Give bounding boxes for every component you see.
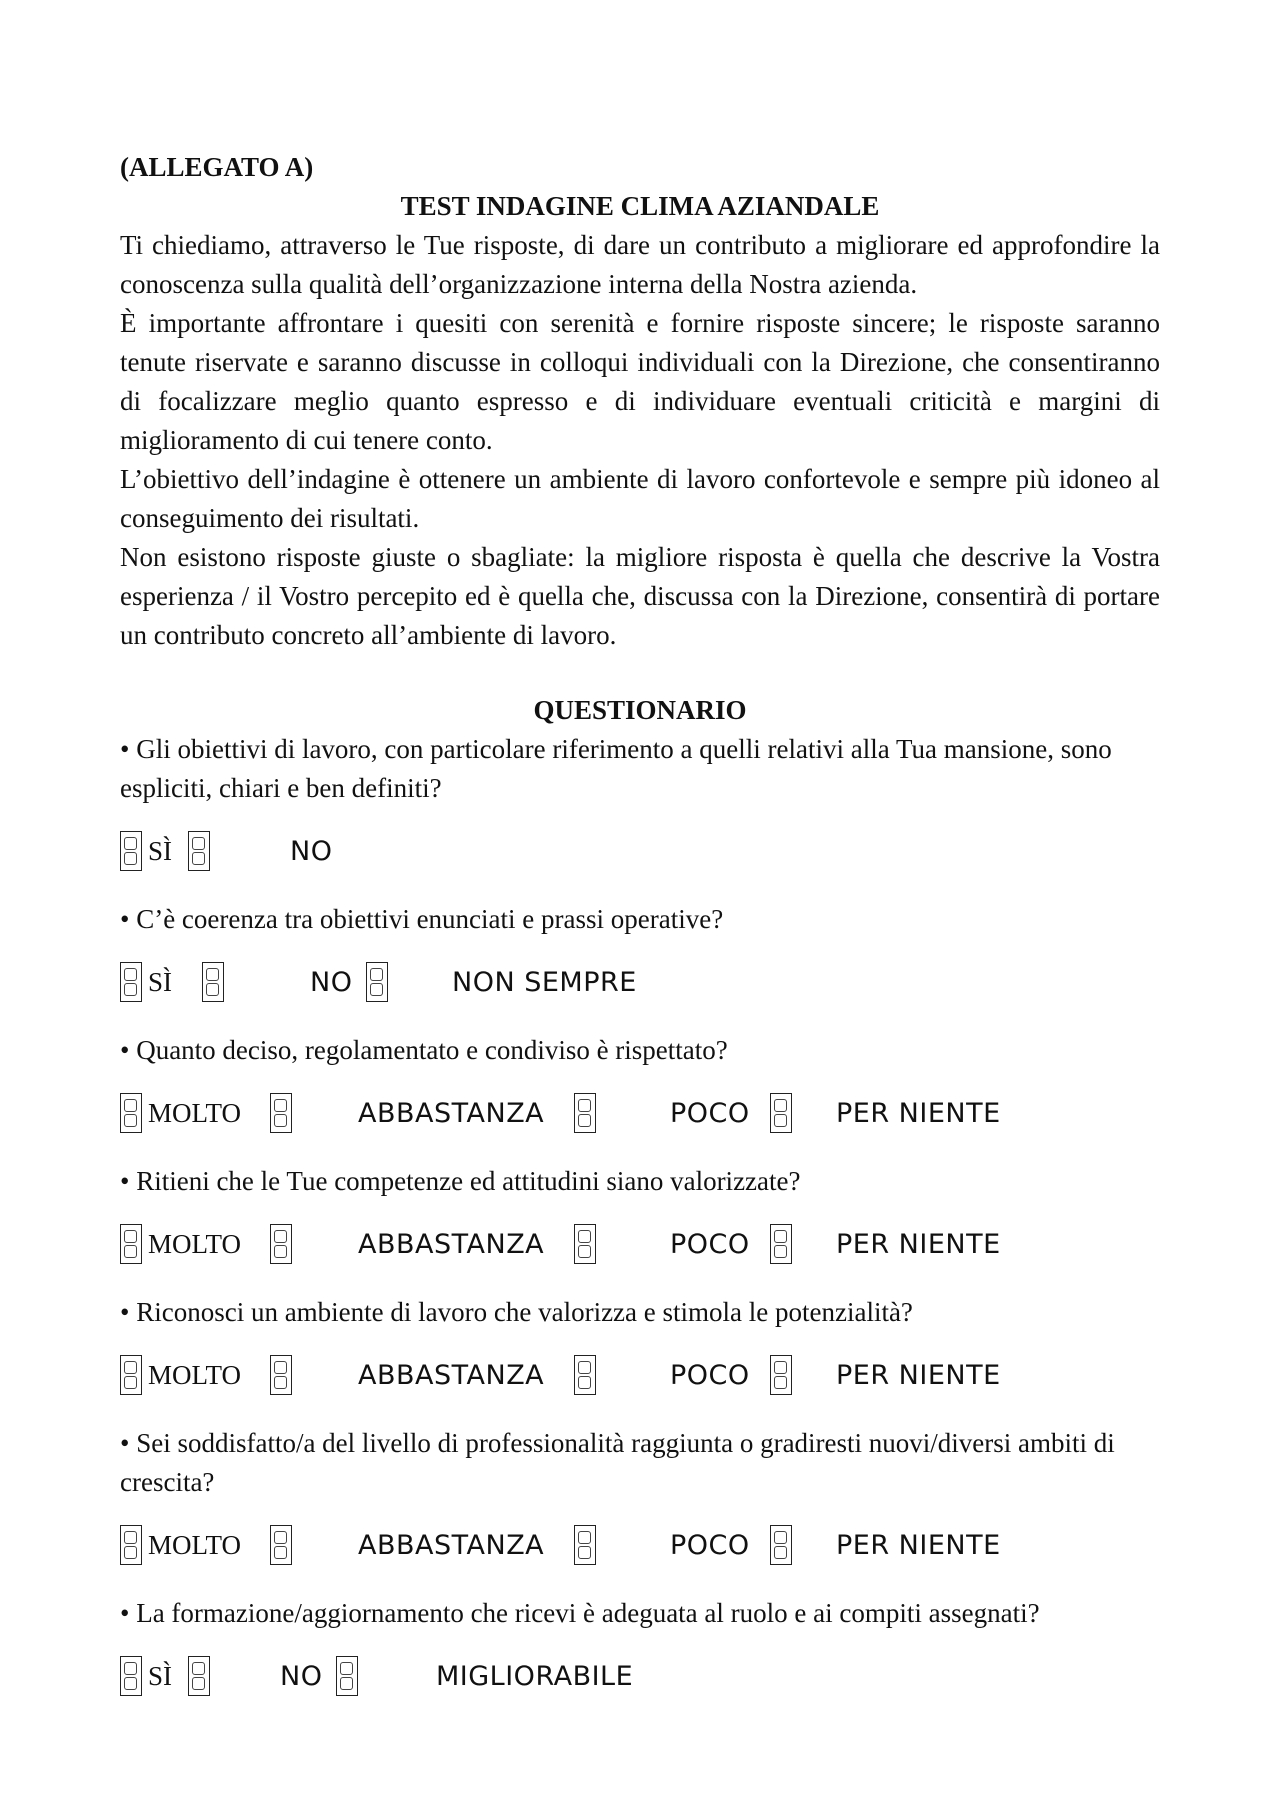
checkbox-icon[interactable]	[574, 1093, 596, 1133]
checkbox-icon[interactable]	[336, 1656, 358, 1696]
answer-row	[120, 1350, 1160, 1400]
option-poco-label	[670, 1350, 750, 1400]
option-no-label	[290, 826, 332, 876]
option-poco-label	[670, 1520, 750, 1570]
option-molto[interactable]	[120, 1520, 241, 1570]
option-label: NO	[280, 1660, 323, 1692]
option-molto[interactable]	[120, 1088, 241, 1138]
question-text: • Gli obiettivi di lavoro, con particolare riferimento a quelli relativi alla Tua mansione, sono espliciti, chiari e ben definiti?	[120, 734, 1112, 803]
checkbox-icon[interactable]	[574, 1355, 596, 1395]
checkbox-icon[interactable]	[188, 831, 210, 871]
document-page	[120, 148, 1160, 1725]
intro-paragraph: L’obiettivo dell’indagine è ottenere un ambiente di lavoro confortevole e sempre più idoneo al conseguimento dei risultati.	[120, 464, 1160, 533]
document-title: TEST INDAGINE CLIMA AZIANDALE	[400, 191, 880, 221]
intro-paragraph: Ti chiediamo, attraverso le Tue risposte, di dare un contributo a migliorare ed approfondire la conoscenza sulla qualità dell’organizzazione interna della Nostra azienda.	[120, 230, 1160, 299]
option-non-sempre-label	[452, 957, 637, 1007]
option-poco-label	[670, 1219, 750, 1269]
option-poco[interactable]	[574, 1520, 602, 1570]
option-no[interactable]	[188, 826, 216, 876]
option-label: MOLTO	[148, 1097, 242, 1128]
option-poco[interactable]	[574, 1088, 602, 1138]
option-label: NO	[290, 835, 333, 867]
intro-paragraph: È importante affrontare i quesiti con serenità e fornire risposte sincere; le risposte saranno tenute riservate e saranno discusse in colloqui individuali con la Direzione, che consentiranno di focalizzare meglio quanto espresso e di individuare eventuali criticità e margini di miglioramento di cui tenere conto.	[120, 308, 1160, 455]
questionnaire-title: QUESTIONARIO	[533, 695, 747, 725]
option-per-niente[interactable]	[770, 1088, 798, 1138]
option-label: ABBASTANZA	[358, 1529, 545, 1561]
option-per-niente-label	[836, 1088, 1001, 1138]
option-abbastanza[interactable]	[270, 1219, 298, 1269]
option-per-niente[interactable]	[770, 1219, 798, 1269]
option-migliorabile[interactable]	[336, 1651, 364, 1701]
answer-row	[120, 1088, 1160, 1138]
intro-paragraph: Non esistono risposte giuste o sbagliate: la migliore risposta è quella che descrive la Vostra esperienza / il Vostro percepito ed è quella che, discussa con la Direzione, consentirà di portare un contributo concreto all’ambiente di lavoro.	[120, 542, 1160, 650]
checkbox-icon[interactable]	[770, 1525, 792, 1565]
option-abbastanza-label	[358, 1350, 544, 1400]
checkbox-icon[interactable]	[120, 1525, 142, 1565]
checkbox-icon[interactable]	[270, 1093, 292, 1133]
checkbox-icon[interactable]	[270, 1525, 292, 1565]
option-abbastanza[interactable]	[270, 1350, 298, 1400]
option-label: MOLTO	[148, 1529, 242, 1560]
checkbox-icon[interactable]	[120, 1355, 142, 1395]
checkbox-icon[interactable]	[770, 1224, 792, 1264]
option-label: SÌ	[148, 835, 173, 866]
answer-row	[120, 826, 1160, 876]
option-abbastanza[interactable]	[270, 1520, 298, 1570]
checkbox-icon[interactable]	[120, 1224, 142, 1264]
checkbox-icon[interactable]	[120, 831, 142, 871]
option-label: POCO	[670, 1529, 750, 1561]
option-per-niente-label	[836, 1219, 1001, 1269]
option-label: SÌ	[148, 1660, 173, 1691]
answer-row	[120, 957, 1160, 1007]
option-poco[interactable]	[574, 1350, 602, 1400]
option-no-label	[280, 1651, 322, 1701]
option-label: SÌ	[148, 966, 173, 997]
option-si[interactable]	[120, 1651, 172, 1701]
option-label: POCO	[670, 1097, 750, 1129]
option-molto[interactable]	[120, 1350, 241, 1400]
checkbox-icon[interactable]	[120, 962, 142, 1002]
option-per-niente[interactable]	[770, 1520, 798, 1570]
option-abbastanza[interactable]	[270, 1088, 298, 1138]
option-label: ABBASTANZA	[358, 1097, 545, 1129]
option-si[interactable]	[120, 957, 172, 1007]
answer-row	[120, 1651, 1160, 1701]
option-label: NON SEMPRE	[452, 966, 637, 998]
checkbox-icon[interactable]	[366, 962, 388, 1002]
answer-row	[120, 1219, 1160, 1269]
option-per-niente-label	[836, 1520, 1001, 1570]
option-label: POCO	[670, 1359, 750, 1391]
option-poco-label	[670, 1088, 750, 1138]
option-label: PER NIENTE	[836, 1228, 1001, 1260]
option-poco[interactable]	[574, 1219, 602, 1269]
option-label: PER NIENTE	[836, 1359, 1001, 1391]
answer-row	[120, 1520, 1160, 1570]
allegato-label: (ALLEGATO A)	[120, 152, 314, 182]
checkbox-icon[interactable]	[120, 1093, 142, 1133]
option-abbastanza-label	[358, 1520, 544, 1570]
checkbox-icon[interactable]	[120, 1656, 142, 1696]
checkbox-icon[interactable]	[270, 1224, 292, 1264]
question-text: • Riconosci un ambiente di lavoro che valorizza e stimola le potenzialità?	[120, 1297, 913, 1327]
option-migliorabile-label	[436, 1651, 633, 1701]
option-si[interactable]	[120, 826, 172, 876]
option-label: PER NIENTE	[836, 1529, 1001, 1561]
option-non-sempre[interactable]	[366, 957, 394, 1007]
checkbox-icon[interactable]	[270, 1355, 292, 1395]
option-no-label	[310, 957, 352, 1007]
checkbox-icon[interactable]	[202, 962, 224, 1002]
option-per-niente[interactable]	[770, 1350, 798, 1400]
option-label: MOLTO	[148, 1359, 242, 1390]
option-no[interactable]	[202, 957, 230, 1007]
option-label: POCO	[670, 1228, 750, 1260]
question-text: • C’è coerenza tra obiettivi enunciati e prassi operative?	[120, 904, 724, 934]
checkbox-icon[interactable]	[574, 1525, 596, 1565]
option-label: ABBASTANZA	[358, 1228, 545, 1260]
option-label: PER NIENTE	[836, 1097, 1001, 1129]
checkbox-icon[interactable]	[770, 1355, 792, 1395]
checkbox-icon[interactable]	[574, 1224, 596, 1264]
question-text: • Quanto deciso, regolamentato e condiviso è rispettato?	[120, 1035, 728, 1065]
option-per-niente-label	[836, 1350, 1001, 1400]
question-text: • Sei soddisfatto/a del livello di professionalità raggiunta o gradiresti nuovi/diversi ambiti di crescita?	[120, 1428, 1115, 1497]
option-label: ABBASTANZA	[358, 1359, 545, 1391]
option-label: NO	[310, 966, 353, 998]
option-abbastanza-label	[358, 1219, 544, 1269]
checkbox-icon[interactable]	[770, 1093, 792, 1133]
option-label: MOLTO	[148, 1228, 242, 1259]
question-text: • La formazione/aggiornamento che ricevi è adeguata al ruolo e ai compiti assegnati?	[120, 1598, 1040, 1628]
option-label: MIGLIORABILE	[436, 1660, 634, 1692]
option-abbastanza-label	[358, 1088, 544, 1138]
checkbox-icon[interactable]	[188, 1656, 210, 1696]
option-no[interactable]	[188, 1651, 216, 1701]
option-molto[interactable]	[120, 1219, 241, 1269]
question-text: • Ritieni che le Tue competenze ed attitudini siano valorizzate?	[120, 1166, 801, 1196]
